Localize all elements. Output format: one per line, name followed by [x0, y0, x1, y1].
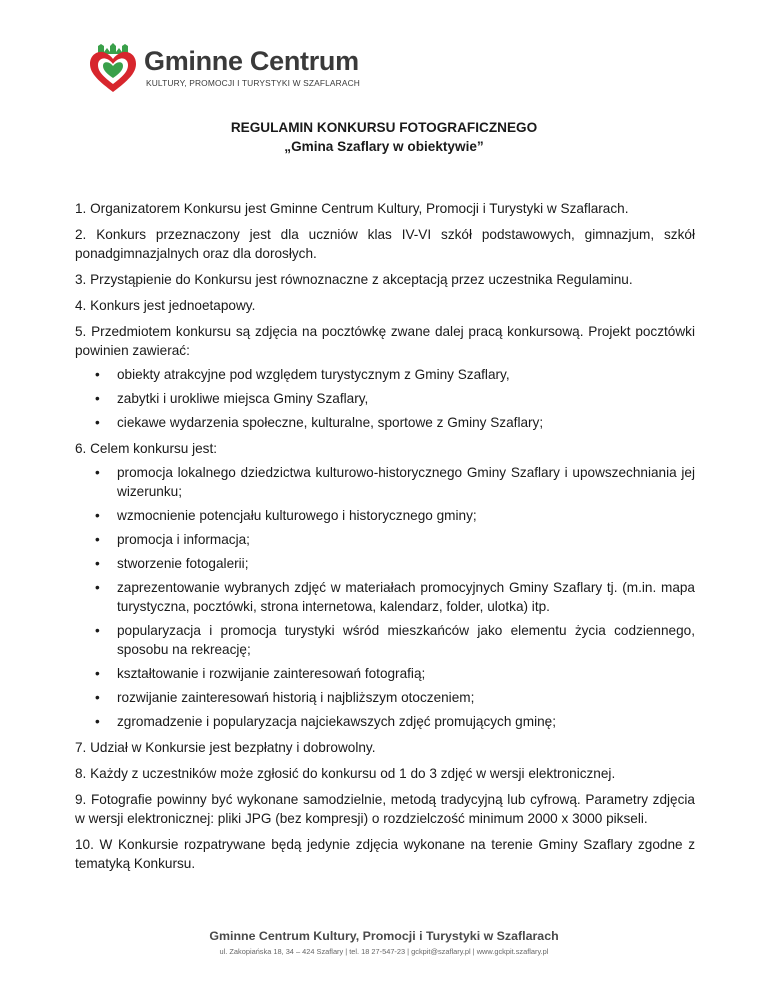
clause-8: 8. Każdy z uczestników może zgłosić do konkursu od 1 do 3 zdjęć w wersji elektronicznej.: [75, 766, 616, 781]
list-item: • rozwijanie zainteresowań historią i najbliższym otoczeniem;: [95, 690, 475, 705]
clause-7: 7. Udział w Konkursie jest bezpłatny i dobrowolny.: [75, 740, 376, 755]
title-line-1: REGULAMIN KONKURSU FOTOGRAFICZNEGO: [230, 120, 538, 135]
list-item: • promocja i informacja;: [95, 532, 250, 547]
clause-4: 4. Konkurs jest jednoetapowy.: [75, 298, 256, 313]
bullet-icon: •: [95, 465, 100, 480]
heart-logo-icon: [86, 40, 140, 96]
clause-1: 1. Organizatorem Konkursu jest Gminne Centrum Kultury, Promocji i Turystyki w Szaflarach.: [75, 201, 629, 216]
bullet-icon: •: [95, 367, 100, 382]
bullet-icon: •: [95, 714, 100, 729]
bullet-icon: •: [95, 532, 100, 547]
list-item: • popularyzacja i promocja turystyki wśród mieszkańców jako elementu życia codziennego, sposobu na rekreację;: [95, 623, 695, 657]
clause-10: 10. W Konkursie rozpatrywane będą jedynie zdjęcia wykonane na terenie Gminy Szaflary zgodne z tematyką Konkursu.: [75, 837, 695, 871]
logo: [86, 40, 386, 95]
bullet-icon: •: [95, 556, 100, 571]
bullet-icon: •: [95, 580, 100, 595]
footer-contact: ul. Zakopiańska 18, 34 – 424 Szaflary | tel. 18 27-547-23 | gckpit@szaflary.pl | www.gckpit.szaflary.pl: [219, 947, 549, 956]
clause-6: 6. Celem konkursu jest:: [75, 441, 218, 456]
clause-2: 2. Konkurs przeznaczony jest dla uczniów klas IV-VI szkół podstawowych, gimnazjum, szkół ponadgimnazjalnych oraz dla dorosłych.: [75, 227, 695, 261]
list-item: • zgromadzenie i popularyzacja najciekawszych zdjęć promujących gminę;: [95, 714, 556, 729]
logo-subtitle: KULTURY, PROMOCJI I TURYSTYKI W SZAFLARACH: [146, 78, 361, 88]
clause-6-list: [75, 463, 695, 731]
document-title: [0, 118, 768, 156]
logo-name: Gminne Centrum: [144, 46, 359, 76]
list-item: • kształtowanie i rozwijanie zainteresowań fotografią;: [95, 666, 426, 681]
list-item: • obiekty atrakcyjne pod względem turystycznym z Gminy Szaflary,: [95, 367, 510, 382]
footer: [0, 928, 768, 958]
list-item: • zaprezentowanie wybranych zdjęć w materiałach promocyjnych Gminy Szaflary tj. (m.in. mapa turystyczna, pocztówki, strona internetowa, kalendarz, folder, ulotka) itp.: [95, 580, 695, 614]
clause-3: 3. Przystąpienie do Konkursu jest równoznaczne z akceptacją przez uczestnika Regulaminu.: [75, 272, 633, 287]
list-item: • ciekawe wydarzenia społeczne, kulturalne, sportowe z Gminy Szaflary;: [95, 415, 544, 430]
bullet-icon: •: [95, 415, 100, 430]
regulation-body: [75, 199, 695, 880]
title-line-2: „Gmina Szaflary w obiektywie”: [284, 139, 484, 154]
bullet-icon: •: [95, 623, 100, 638]
bullet-icon: •: [95, 391, 100, 406]
clause-5: 5. Przedmiotem konkursu są zdjęcia na pocztówkę zwane dalej pracą konkursową. Projekt pocztówki powinien zawierać:: [75, 324, 695, 358]
list-item: • wzmocnienie potencjału kulturowego i historycznego gminy;: [95, 508, 477, 523]
clause-9: 9. Fotografie powinny być wykonane samodzielnie, metodą tradycyjną lub cyfrową. Parametry zdjęcia w wersji elektronicznej: pliki JPG (bez kompresji) o rozdzielczość minimum 2000 x 3000 pikseli.: [75, 792, 695, 826]
footer-name: Gminne Centrum Kultury, Promocji i Turystyki w Szaflarach: [209, 929, 559, 943]
list-item: • stworzenie fotogalerii;: [95, 556, 249, 571]
bullet-icon: •: [95, 690, 100, 705]
list-item: • promocja lokalnego dziedzictwa kulturowo-historycznego Gminy Szaflary i upowszechniania jej wizerunku;: [95, 465, 695, 499]
bullet-icon: •: [95, 508, 100, 523]
list-item: • zabytki i urokliwe miejsca Gminy Szaflary,: [95, 391, 369, 406]
clause-5-list: [75, 365, 695, 432]
bullet-icon: •: [95, 666, 100, 681]
